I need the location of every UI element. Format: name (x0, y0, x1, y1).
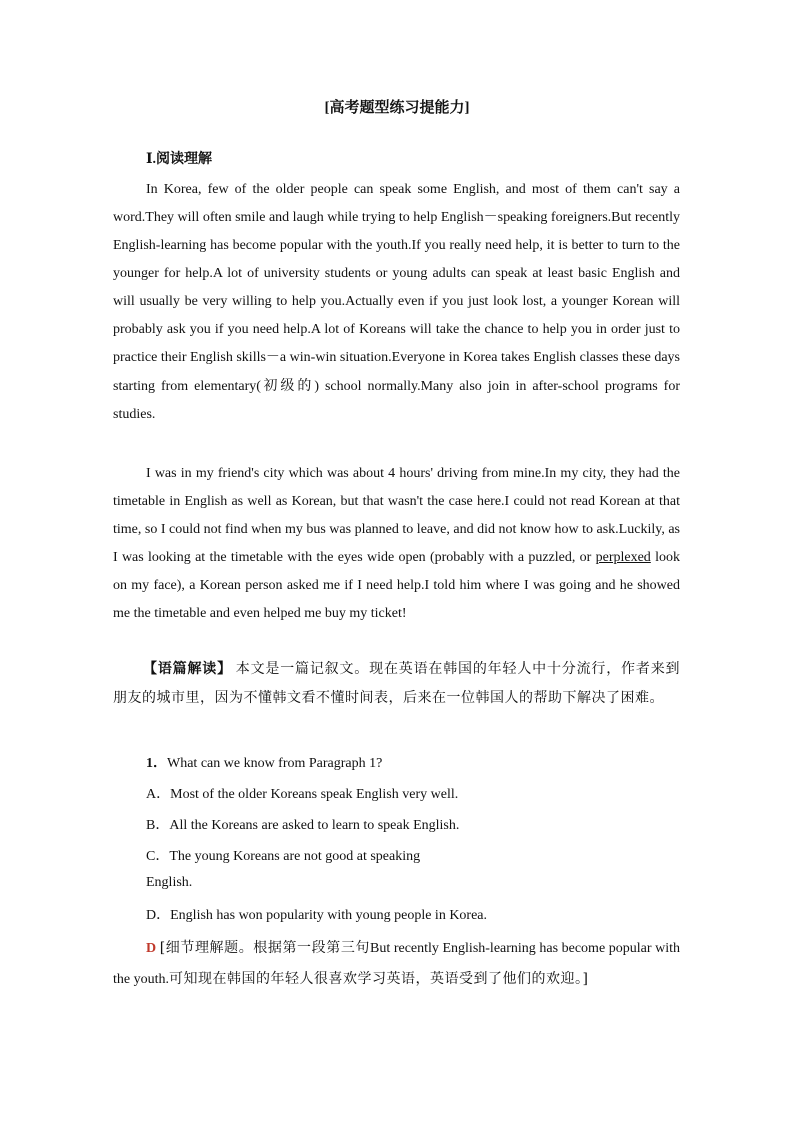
p2-text: I was in my friend's city which was about 4 hours' driving from mine.In my city, they had the timetable in English as well as Korean, but that wasn't the case here.I could not read Korean at that time, so I could not find when my bus was planned to leave, and did not know how to ask.Luckily, as I was looking at the timetable with the eyes wide open (probably with a puzzled, or (113, 466, 680, 565)
option-label: D． (146, 908, 171, 923)
answer-analysis (113, 933, 680, 995)
section-heading: Ⅰ.阅读理解 (146, 152, 213, 167)
option-text: All the Koreans are asked to learn to speak English. (169, 818, 460, 833)
p1-chinese-gloss: 初级的 (260, 378, 315, 394)
interpretation-text: 本文是一篇记叙文。现在英语在韩国的年轻人中十分流行，作者来到朋友的城市里，因为不懂韩文看不懂时间表，后来在一位韩国人的帮助下解决了困难。 (113, 661, 681, 706)
interpretation-label: 【语篇解读】 (143, 661, 232, 677)
option-label: A． (146, 787, 171, 802)
option-text: The young Koreans are not good at speaking (169, 849, 421, 864)
interpretation-paragraph (113, 655, 680, 713)
p1-text-end: ) school normally.Many also join in after-school programs for studies. (113, 379, 681, 422)
analysis-open: [细节理解题。根据第一段第三句 (159, 940, 370, 956)
option-c (146, 845, 420, 865)
page-title: [高考题型练习提能力] (324, 100, 470, 116)
option-text: English. (146, 875, 193, 890)
question-stem (146, 752, 382, 772)
option-text: English has won popularity with young people in Korea. (170, 908, 488, 923)
passage-paragraph-2 (113, 460, 680, 628)
option-label: C． (146, 849, 170, 864)
p2-text-end: look on my face), a Korean person asked me if I need help.I told him where I was going and he showed me the timetable and even helped me buy my ticket! (113, 550, 680, 621)
question-text: What can we know from Paragraph 1? (167, 756, 383, 771)
option-a (146, 783, 458, 803)
passage-paragraph-1 (113, 176, 680, 429)
option-c-continued (146, 875, 192, 891)
p1-text: In Korea, few of the older people can speak some English, and most of them can't say a word.They will often smile and laugh while trying to help English－speaking foreigners.But recently English-learning has become popular with the youth.If you really need help, it is better to turn to the younger for help.A lot of university students or young adults can speak at least basic English and will usually be very willing to help you.Actually even if you just look lost, a younger Korean will probably ask you if you need help.A lot of Koreans will take the chance to help you in order just to practice their English skills－a win-win situation.Everyone in Korea takes English classes these days starting from elementary( (113, 182, 680, 394)
question-number: 1． (146, 756, 167, 771)
underlined-word: perplexed (595, 550, 651, 565)
option-d (146, 904, 487, 924)
analysis-close: 可知现在韩国的年轻人很喜欢学习英语，英语受到了他们的欢迎。] (169, 971, 589, 987)
option-b (146, 814, 459, 834)
answer-letter: D (146, 941, 157, 956)
option-text: Most of the older Koreans speak English very well. (170, 787, 459, 802)
option-label: B． (146, 818, 170, 833)
analysis-quote: But recently English-learning has become popular with the youth. (113, 941, 680, 987)
